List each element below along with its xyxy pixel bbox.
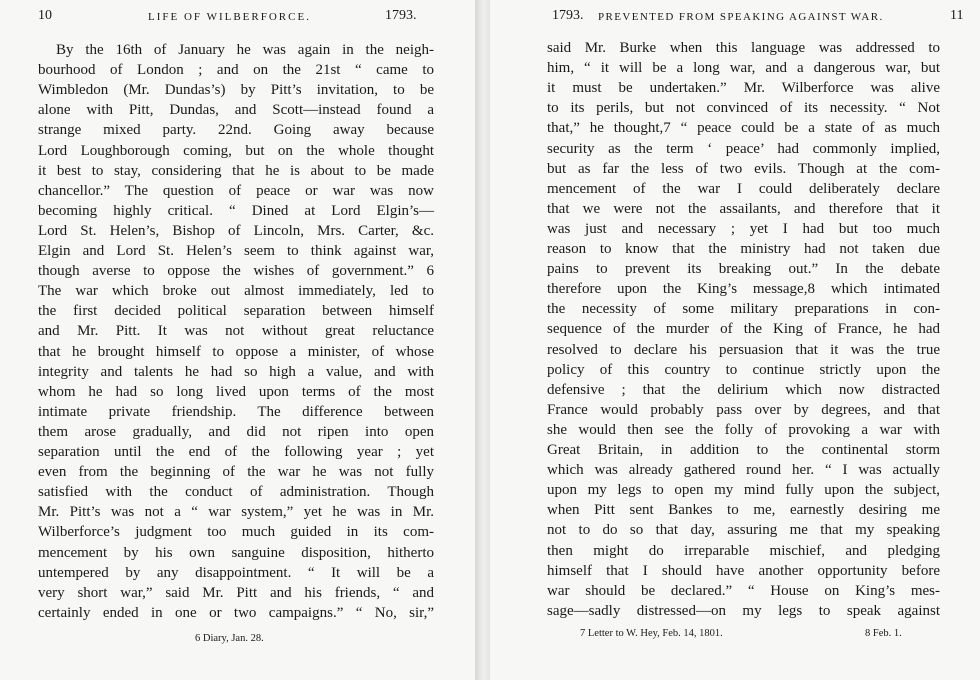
text-line: Elgin and Lord St. Helen’s seem to think against war, — [38, 243, 434, 259]
text-line: sage—sadly distressed—on my legs to speak against — [547, 602, 940, 619]
text-line: By the 16th of January he was again in the neigh- — [56, 42, 434, 58]
text-line: mencement by his own sanguine disposition, hitherto — [38, 544, 434, 561]
text-line: Mr. Pitt’s was not a “ war system,” yet he was in Mr. — [38, 504, 434, 521]
text-line: war should be declared.” “ House on King’s mes- — [547, 582, 940, 599]
text-line: satisfied with the conduct of administration. Though — [38, 484, 434, 501]
text-line: then might do irreparable mischief, and pledging — [547, 542, 940, 559]
right-page-number: 11 — [950, 8, 964, 23]
left-year: 1793. — [385, 8, 417, 23]
right-running-head: PREVENTED FROM SPEAKING AGAINST WAR. — [598, 11, 884, 23]
text-line: and Mr. Pitt. It was not without great reluctance — [38, 323, 434, 340]
text-line: strange mixed party. 22nd. Going away because — [38, 122, 434, 139]
text-line: she would then see the folly of provoking a war with — [547, 421, 940, 438]
text-line: though averse to oppose the wishes of government.” 6 — [38, 263, 434, 280]
text-line: reason to know that the ministry had not taken due — [547, 241, 940, 257]
right-footnote-8: 8 Feb. 1. — [865, 628, 902, 639]
text-line: policy of this country to continue strictly upon the — [547, 361, 940, 378]
left-page-number: 10 — [38, 8, 52, 23]
left-running-head: LIFE OF WILBERFORCE. — [148, 11, 311, 23]
text-line: security as the term ‘ peace’ had commonly implied, — [547, 140, 940, 157]
text-line: Wimbledon (Mr. Dundas’s) by Pitt’s invitation, to be — [38, 82, 434, 99]
text-line: becoming highly critical. “ Dined at Lord Elgin’s— — [38, 202, 434, 219]
text-line: Lord Loughborough coming, but on the whole thought — [38, 142, 434, 159]
text-line: the first decided political separation between himself — [38, 303, 434, 320]
text-line: to its perils, but not convinced of its necessity. “ Not — [547, 100, 940, 117]
text-line: said Mr. Burke when this language was addressed to — [547, 40, 940, 56]
text-line: that,” he thought,7 “ peace could be a state of as much — [547, 120, 940, 137]
text-line: mencement of the war I could deliberately declare — [547, 180, 940, 197]
book-gutter — [475, 0, 490, 680]
text-line: whom he had so long lived upon terms of the most — [38, 383, 434, 400]
text-line: untempered by any disappointment. “ It will be a — [38, 564, 434, 581]
right-footnote-7: 7 Letter to W. Hey, Feb. 14, 1801. — [580, 628, 723, 639]
text-line: very short war,” said Mr. Pitt and his friends, “ and — [38, 584, 434, 601]
text-line: the necessity of some military preparations in con- — [547, 301, 940, 318]
text-line: intimate private friendship. The difference between — [38, 403, 434, 420]
text-line: him, “ it will be a long war, and a dangerous war, but — [547, 60, 940, 77]
text-line: pains to prevent its breaking out.” In the debate — [547, 261, 940, 278]
text-line: them arose gradually, and did not ripen into open — [38, 423, 434, 440]
text-line: separation until the end of the following year ; yet — [38, 444, 434, 460]
text-line: bourhood of London ; and on the 21st “ came to — [38, 62, 434, 79]
right-year: 1793. — [552, 8, 584, 23]
text-line: chancellor.” The question of peace or war was now — [38, 182, 434, 199]
text-line: alone with Pitt, Dundas, and Scott—instead found a — [38, 102, 434, 119]
text-line: Lord St. Helen’s, Bishop of Lincoln, Mrs. Carter, &c. — [38, 222, 434, 239]
text-line: it best to stay, considering that he is about to be made — [38, 162, 434, 179]
text-line: integrity and talents he had so high a value, and with — [38, 363, 434, 380]
text-line: The war which broke out almost immediately, led to — [38, 283, 434, 300]
text-line: even from the beginning of the war he was not fully — [38, 464, 434, 481]
text-line: defensive ; that the delirium which now distracted — [547, 381, 940, 398]
text-line: that we were not the assailants, and therefore that it — [547, 200, 940, 217]
text-line: upon my legs to open my mind fully upon the subject, — [547, 482, 940, 499]
text-line: France would probably pass over by degrees, and that — [547, 401, 940, 418]
text-line: not to do so that day, assuring me that my speaking — [547, 522, 940, 539]
text-line: resolved to declare his persuasion that it was the true — [547, 341, 940, 358]
right-page — [490, 0, 980, 680]
left-footnote: 6 Diary, Jan. 28. — [195, 633, 264, 644]
text-line: Great Britain, in addition to the continental storm — [547, 442, 940, 458]
text-line: certainly ended in one or two campaigns.” “ No, sir,” — [38, 604, 434, 621]
text-line: when Pitt sent Bankes to me, earnestly desiring me — [547, 502, 940, 519]
text-line: therefore upon the King’s message,8 which intimated — [547, 281, 940, 298]
text-line: which was already gathered round her. “ I was actually — [547, 462, 940, 479]
text-line: that he brought himself to oppose a minister, of whose — [38, 343, 434, 360]
text-line: Wilberforce’s judgment too much guided in its com- — [38, 524, 434, 541]
text-line: but as far the less of two evils. Though at the com- — [547, 160, 940, 177]
text-line: it must be undertaken.” Mr. Wilberforce was alive — [547, 80, 940, 97]
left-page — [0, 0, 475, 680]
text-line: himself that I should have another opportunity before — [547, 562, 940, 579]
text-line: was just and necessary ; yet I had but too much — [547, 220, 940, 237]
text-line: sequence of the murder of the King of France, he had — [547, 321, 940, 338]
